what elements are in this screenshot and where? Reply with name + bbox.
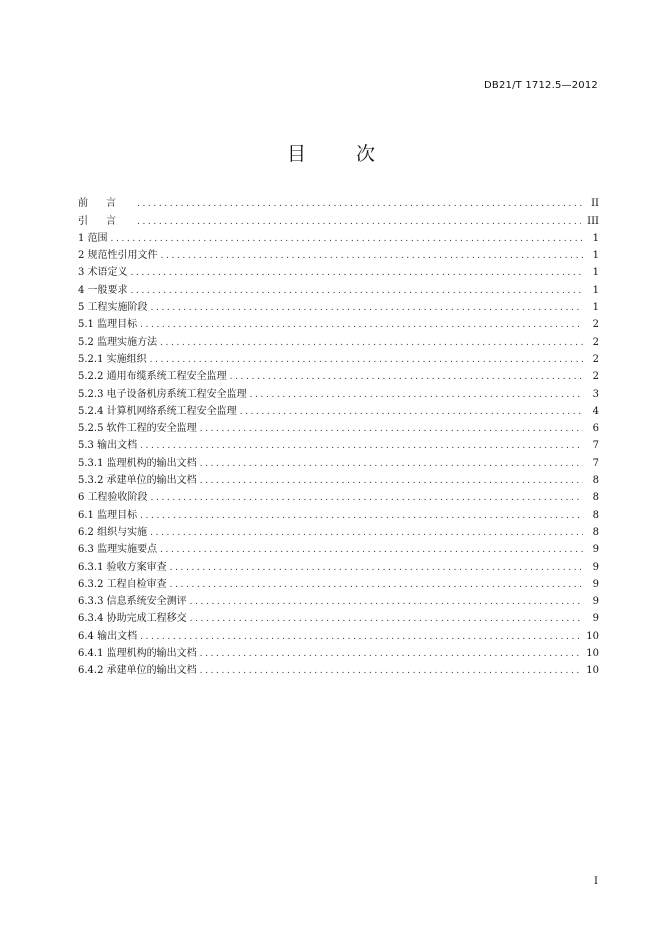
toc-entry[interactable] (78, 505, 599, 522)
toc-entry[interactable] (78, 575, 599, 592)
toc-entry-label: 3 术语定义 (78, 267, 128, 279)
toc-entry[interactable] (78, 488, 599, 505)
toc-leader-dots (190, 612, 583, 626)
toc-leader-dots (151, 301, 583, 315)
toc-leader-dots (200, 457, 583, 471)
page-number: I (594, 876, 598, 887)
toc-entry-label: 5.2.3 电子设备机房系统工程安全监理 (78, 388, 247, 400)
toc-entry[interactable] (78, 211, 599, 228)
toc-entry[interactable] (78, 626, 599, 643)
toc-entry-label: 6.3.1 验收方案审查 (78, 561, 167, 573)
toc-entry[interactable] (78, 350, 599, 367)
standard-code: DB21/T 1712.5—2012 (484, 80, 598, 91)
toc-entry[interactable] (78, 402, 599, 419)
toc-leader-dots (111, 232, 583, 246)
toc-entry-page: 8 (592, 492, 599, 504)
toc-entry-page: 3 (592, 388, 599, 400)
toc-leader-dots (150, 353, 583, 367)
toc-entry-label: 6.3.3 信息系统安全测评 (78, 596, 187, 608)
toc-entry-page: 9 (592, 596, 599, 608)
toc-entry[interactable] (78, 194, 599, 211)
toc-entry[interactable] (78, 419, 599, 436)
toc-entry[interactable] (78, 436, 599, 453)
toc-entry[interactable] (78, 523, 599, 540)
toc-leader-dots (151, 491, 583, 505)
toc-entry-page: 1 (592, 232, 599, 244)
toc-leader-dots (200, 474, 583, 488)
toc-entry-page: 10 (586, 630, 599, 642)
toc-leader-dots (137, 215, 581, 229)
toc-entry-page: 9 (592, 544, 599, 556)
toc-entry-page: II (591, 198, 599, 210)
toc-entry-page: 2 (592, 336, 599, 348)
toc-entry-page: 1 (592, 284, 599, 296)
toc-leader-dots (140, 630, 580, 644)
toc-entry-page: 6 (592, 423, 599, 435)
toc-entry-label: 6.2 组织与实施 (78, 526, 148, 538)
toc-entry[interactable] (78, 298, 599, 315)
toc-entry-label: 6 工程验收阶段 (78, 492, 148, 504)
toc-leader-dots (160, 543, 583, 557)
toc-leader-dots (200, 647, 581, 661)
toc-entry-page: III (587, 215, 599, 227)
toc-entry[interactable] (78, 229, 599, 246)
toc-entry-label: 5.2.5 软件工程的安全监理 (78, 423, 197, 435)
toc-entry[interactable] (78, 367, 599, 384)
toc-entry-label: 5.2.1 实施组织 (78, 353, 147, 365)
toc-entry-label: 6.4.2 承建单位的输出文档 (78, 665, 197, 677)
toc-entry-label: 5.3 输出文档 (78, 440, 138, 452)
toc-entry-page: 1 (592, 302, 599, 314)
toc-entry-page: 4 (592, 405, 599, 417)
toc-entry-label: 5 工程实施阶段 (78, 302, 148, 314)
toc-entry-page: 9 (592, 561, 599, 573)
toc-entry-page: 2 (592, 353, 599, 365)
toc-entry-label: 6.3.2 工程自检审查 (78, 578, 167, 590)
toc-leader-dots (230, 370, 583, 384)
toc-entry[interactable] (78, 661, 599, 678)
toc-entry-label: 6.1 监理目标 (78, 509, 138, 521)
toc-entry[interactable] (78, 453, 599, 470)
toc-entry[interactable] (78, 592, 599, 609)
toc-entry[interactable] (78, 609, 599, 626)
toc-entry-label: 5.2.2 通用布缆系统工程安全监理 (78, 371, 227, 383)
toc-leader-dots (200, 422, 583, 436)
toc-entry[interactable] (78, 557, 599, 574)
toc-entry-page: 7 (592, 457, 599, 469)
table-of-contents (78, 194, 599, 678)
toc-entry-page: 8 (592, 526, 599, 538)
toc-leader-dots (161, 249, 583, 263)
toc-entry-page: 1 (592, 267, 599, 279)
toc-leader-dots (137, 197, 583, 211)
toc-entry-label: 6.4.1 监理机构的输出文档 (78, 648, 197, 660)
page-title (0, 139, 662, 166)
toc-entry[interactable] (78, 263, 599, 280)
toc-leader-dots (131, 284, 583, 298)
toc-entry-label: 6.3.4 协助完成工程移交 (78, 613, 187, 625)
toc-entry-label: 5.2.4 计算机网络系统工程安全监理 (78, 405, 237, 417)
toc-entry[interactable] (78, 384, 599, 401)
toc-entry[interactable] (78, 540, 599, 557)
title-char-left: 目 (286, 143, 306, 165)
toc-entry[interactable] (78, 471, 599, 488)
toc-entry-page: 7 (592, 440, 599, 452)
toc-entry-label: 2 规范性引用文件 (78, 250, 158, 262)
toc-leader-dots (200, 664, 581, 678)
title-char-right: 次 (356, 143, 376, 165)
toc-leader-dots (250, 388, 583, 402)
toc-entry[interactable] (78, 644, 599, 661)
toc-entry[interactable] (78, 315, 599, 332)
toc-entry-label: 5.1 监理目标 (78, 319, 138, 331)
toc-leader-dots (170, 561, 583, 575)
toc-entry-page: 2 (592, 371, 599, 383)
toc-leader-dots (160, 336, 583, 350)
toc-entry-label: 5.3.1 监理机构的输出文档 (78, 457, 197, 469)
toc-leader-dots (140, 318, 583, 332)
toc-entry-page: 10 (586, 648, 599, 660)
toc-leader-dots (150, 526, 583, 540)
toc-leader-dots (140, 439, 583, 453)
toc-entry-label: 6.4 输出文档 (78, 630, 138, 642)
toc-entry-label: 引言 (78, 215, 134, 227)
toc-entry-label: 6.3 监理实施要点 (78, 544, 158, 556)
toc-entry[interactable] (78, 246, 599, 263)
toc-entry-label: 1 范围 (78, 232, 108, 244)
toc-entry-label: 5.3.2 承建单位的输出文档 (78, 475, 197, 487)
toc-entry[interactable] (78, 280, 599, 297)
toc-entry-page: 9 (592, 613, 599, 625)
toc-entry-label: 5.2 监理实施方法 (78, 336, 158, 348)
toc-leader-dots (170, 578, 583, 592)
toc-entry-page: 1 (592, 250, 599, 262)
toc-entry-page: 8 (592, 509, 599, 521)
toc-entry-page: 9 (592, 578, 599, 590)
toc-entry-page: 10 (586, 665, 599, 677)
toc-entry-page: 2 (592, 319, 599, 331)
toc-leader-dots (131, 266, 583, 280)
toc-entry-page: 8 (592, 475, 599, 487)
toc-leader-dots (190, 595, 583, 609)
toc-entry[interactable] (78, 332, 599, 349)
toc-leader-dots (240, 405, 583, 419)
toc-entry-label: 4 一般要求 (78, 284, 128, 296)
toc-entry-label: 前言 (78, 198, 134, 210)
toc-leader-dots (140, 509, 583, 523)
